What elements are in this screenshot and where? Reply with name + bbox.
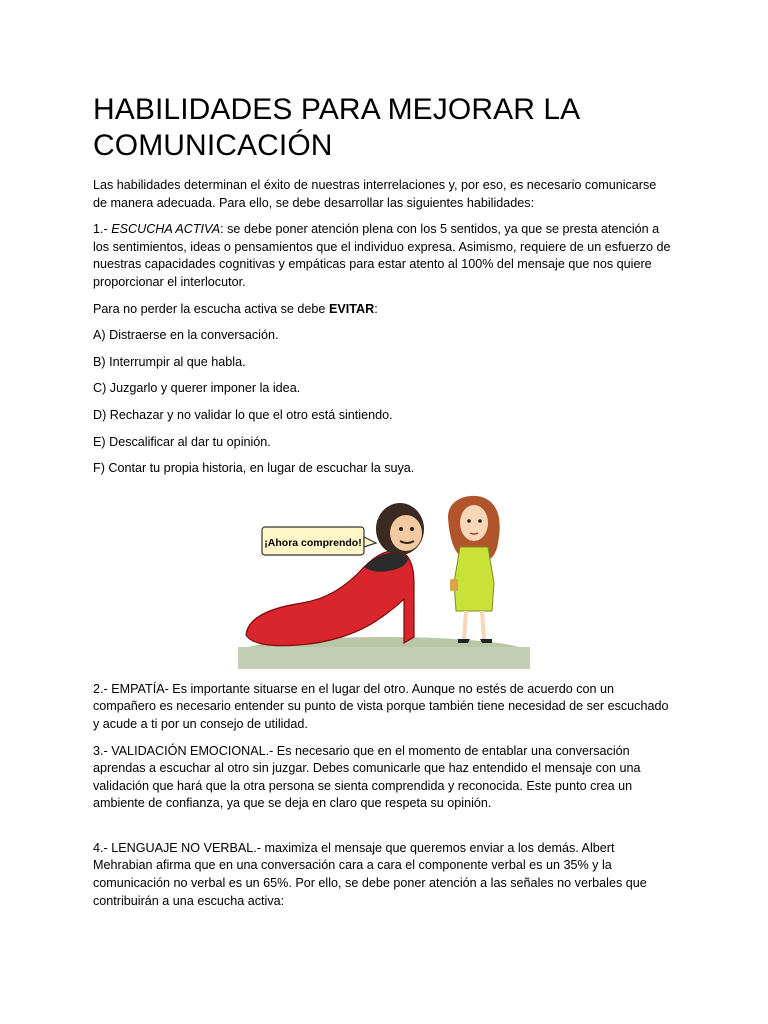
page-title	[93, 92, 673, 164]
spacer	[93, 822, 673, 840]
section-validacion-emocional: 3.- VALIDACIÓN EMOCIONAL.- Es necesario que en el momento de entablar una conversación aprendas a escuchar al otro sin juzgar. Debes comunicarle que haz entendido el mensaje con una validación que hará que la otra persona se sienta comprendida y reconocida. Este punto crea un ambiente de confianza, ya que se deja en claro que respeta su opinión.	[93, 743, 641, 811]
avoid-intro	[93, 301, 673, 319]
woman-eye	[478, 519, 482, 523]
section-number: 1.-	[93, 222, 112, 237]
section-lenguaje-no-verbal: 4.- LENGUAJE NO VERBAL.- maximiza el mensaje que queremos enviar a los demás. Albert Mehrabian afirma que en una conversación cara a cara el componente verbal es un 35% y la comunicación no verbal es un 65%. Por ello, se debe poner atención a las señales no verbales que contribuirán a una escucha activa:	[93, 840, 647, 908]
section-empatia: 2.- EMPATÍA- Es importante situarse en el lugar del otro. Aunque no estés de acuerdo con un compañero es necesario entender su punto de vista porque también tiene necesidad de ser escuchado y acude a ti por un consejo de utilidad.	[93, 681, 669, 731]
ground	[238, 647, 530, 669]
list-item-c: C) Juzgarlo y querer imponer la idea.	[93, 381, 301, 396]
woman-dress	[454, 547, 494, 611]
woman-shoe	[480, 639, 492, 643]
speech-bubble-tail	[364, 537, 376, 547]
man-eye	[410, 527, 414, 531]
list-item-d: D) Rechazar y no validar lo que el otro está sintiendo.	[93, 407, 393, 422]
illustration-art	[238, 487, 530, 669]
man-eye	[399, 527, 403, 531]
woman-leg	[464, 611, 466, 639]
avoid-suffix: :	[374, 301, 378, 316]
section-term: ESCUCHA ACTIVA	[111, 222, 221, 237]
intro-paragraph: Las habilidades determinan el éxito de nuestras interrelaciones y, por eso, es necesario comunicarse de manera adecuada. Para ello, se debe desarrollar las siguientes habilidades:	[93, 178, 657, 210]
woman-eye	[467, 519, 471, 523]
document-body	[93, 92, 673, 919]
woman-shoe	[458, 639, 470, 643]
speech-bubble-text: ¡Ahora comprendo!	[264, 536, 362, 549]
list-item-b: B) Interrumpir al que habla.	[93, 354, 246, 369]
avoid-prefix: Para no perder la escucha activa se debe	[93, 301, 329, 316]
title-line-1: HABILIDADES PARA MEJORAR LA	[93, 93, 581, 126]
section-escucha-activa	[93, 221, 673, 291]
avoid-bold: EVITAR	[328, 301, 375, 316]
list-item-e: E) Descalificar al dar tu opinión.	[93, 434, 271, 449]
list-item-a: A) Distraerse en la conversación.	[93, 328, 279, 343]
man-face	[390, 515, 422, 551]
list-item-f: F) Contar tu propia historia, en lugar de escuchar la suya.	[93, 461, 415, 476]
section-text: : se debe poner atención plena con los 5 sentidos, ya que se presta atención a los sentimientos, ideas o pensamientos que el individuo expresa. Asimismo, requiere de un esfuerzo de nuestras capacidades cognitivas y empáticas para estar atento al 100% del mensaje que nos quiere proporcionar el interlocutor.	[93, 222, 671, 289]
woman-leg	[482, 611, 484, 639]
woman-face	[460, 505, 488, 541]
illustration	[238, 487, 530, 669]
woman-handbag	[450, 579, 458, 591]
title-line-2: COMUNICACIÓN	[93, 129, 333, 162]
